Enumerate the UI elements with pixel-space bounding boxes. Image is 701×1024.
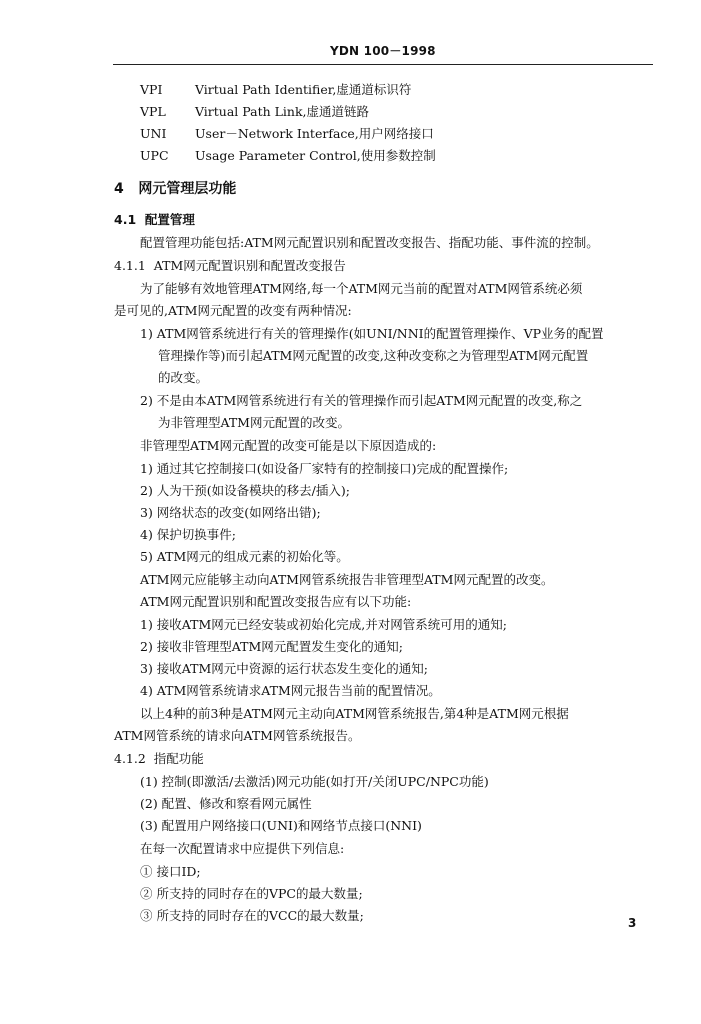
- page-number: 3: [628, 916, 637, 930]
- abbreviation-row: [140, 102, 369, 120]
- paragraph-line: 是可见的,ATM网元配置的改变有两种情况:: [114, 303, 352, 318]
- header-rule: [113, 64, 653, 65]
- abbreviation: VPI: [140, 82, 163, 97]
- section-title: ATM网元配置识别和配置改变报告: [153, 258, 346, 273]
- paragraph-line: ATM网管系统的请求向ATM网管系统报告。: [114, 728, 361, 743]
- list-item-line: 管理操作等)而引起ATM网元配置的改变,这种改变称之为管理型ATM网元配置: [158, 348, 589, 363]
- paragraph-line: 以上4种的前3种是ATM网元主动向ATM网管系统报告,第4种是ATM网元根据: [140, 706, 569, 721]
- list-item: ③ 所支持的同时存在的VCC的最大数量;: [140, 908, 364, 923]
- section-number: 4.1.2: [114, 751, 146, 766]
- section-4-1-2-heading: [114, 749, 204, 767]
- list-item: 4) ATM网管系统请求ATM网元报告当前的配置情况。: [140, 683, 441, 698]
- abbreviation-definition: Virtual Path Identifier,虚通道标识符: [195, 82, 412, 97]
- abbreviation: VPL: [140, 104, 166, 119]
- paragraph-line: ATM网元应能够主动向ATM网管系统报告非管理型ATM网元配置的改变。: [140, 572, 554, 587]
- list-item: 1) 接收ATM网元已经安装或初始化完成,并对网管系统可用的通知;: [140, 617, 507, 632]
- section-number: 4.1.1: [114, 258, 146, 273]
- list-item: 2) 人为干预(如设备模块的移去/插入);: [140, 483, 350, 498]
- abbreviation-definition: Usage Parameter Control,使用参数控制: [195, 148, 436, 163]
- section-4-1-heading: [114, 210, 195, 228]
- list-item-line: 2) 不是由本ATM网管系统进行有关的管理操作而引起ATM网元配置的改变,称之: [140, 393, 583, 408]
- list-item: 5) ATM网元的组成元素的初始化等。: [140, 549, 349, 564]
- paragraph-line: 配置管理功能包括:ATM网元配置识别和配置改变报告、指配功能、事件流的控制。: [140, 235, 599, 250]
- list-item: 4) 保护切换事件;: [140, 527, 237, 542]
- section-title: 指配功能: [153, 751, 204, 766]
- list-item: (1) 控制(即激活/去激活)网元功能(如打开/关闭UPC/NPC功能): [140, 774, 489, 789]
- section-number: 4.1: [114, 212, 137, 227]
- list-item-line: 的改变。: [158, 370, 209, 385]
- abbreviation-row: [140, 146, 436, 164]
- paragraph-line: 为了能够有效地管理ATM网络,每一个ATM网元当前的配置对ATM网管系统必须: [140, 281, 583, 296]
- list-item: 3) 接收ATM网元中资源的运行状态发生变化的通知;: [140, 661, 428, 676]
- list-item: 1) 通过其它控制接口(如设备厂家特有的控制接口)完成的配置操作;: [140, 461, 509, 476]
- list-item: 3) 网络状态的改变(如网络出错);: [140, 505, 321, 520]
- abbreviation: UPC: [140, 148, 169, 163]
- section-4-heading: [114, 178, 236, 198]
- list-item-line: 为非管理型ATM网元配置的改变。: [158, 415, 350, 430]
- document-code-header: YDN 100－1998: [330, 44, 436, 58]
- paragraph-line: 非管理型ATM网元配置的改变可能是以下原因造成的:: [140, 438, 437, 453]
- section-title: 配置管理: [144, 212, 195, 227]
- abbreviation-definition: Virtual Path Link,虚通道链路: [195, 104, 370, 119]
- list-item: (3) 配置用户网络接口(UNI)和网络节点接口(NNI): [140, 818, 422, 833]
- list-item: (2) 配置、修改和察看网元属性: [140, 796, 312, 811]
- paragraph-line: 在每一次配置请求中应提供下列信息:: [140, 841, 345, 856]
- section-title: 网元管理层功能: [138, 181, 237, 197]
- section-4-1-1-heading: [114, 256, 346, 274]
- paragraph-line: ATM网元配置识别和配置改变报告应有以下功能:: [140, 594, 412, 609]
- list-item: ② 所支持的同时存在的VPC的最大数量;: [140, 886, 363, 901]
- abbreviation: UNI: [140, 126, 167, 141]
- list-item-line: 1) ATM网管系统进行有关的管理操作(如UNI/NNI的配置管理操作、VP业务的配置: [140, 326, 604, 341]
- list-item: 2) 接收非管理型ATM网元配置发生变化的通知;: [140, 639, 403, 654]
- section-number: 4: [114, 181, 124, 197]
- abbreviation-definition: User－Network Interface,用户网络接口: [195, 126, 434, 141]
- abbreviation-row: [140, 124, 434, 142]
- abbreviation-row: [140, 80, 411, 98]
- list-item: ① 接口ID;: [140, 864, 201, 879]
